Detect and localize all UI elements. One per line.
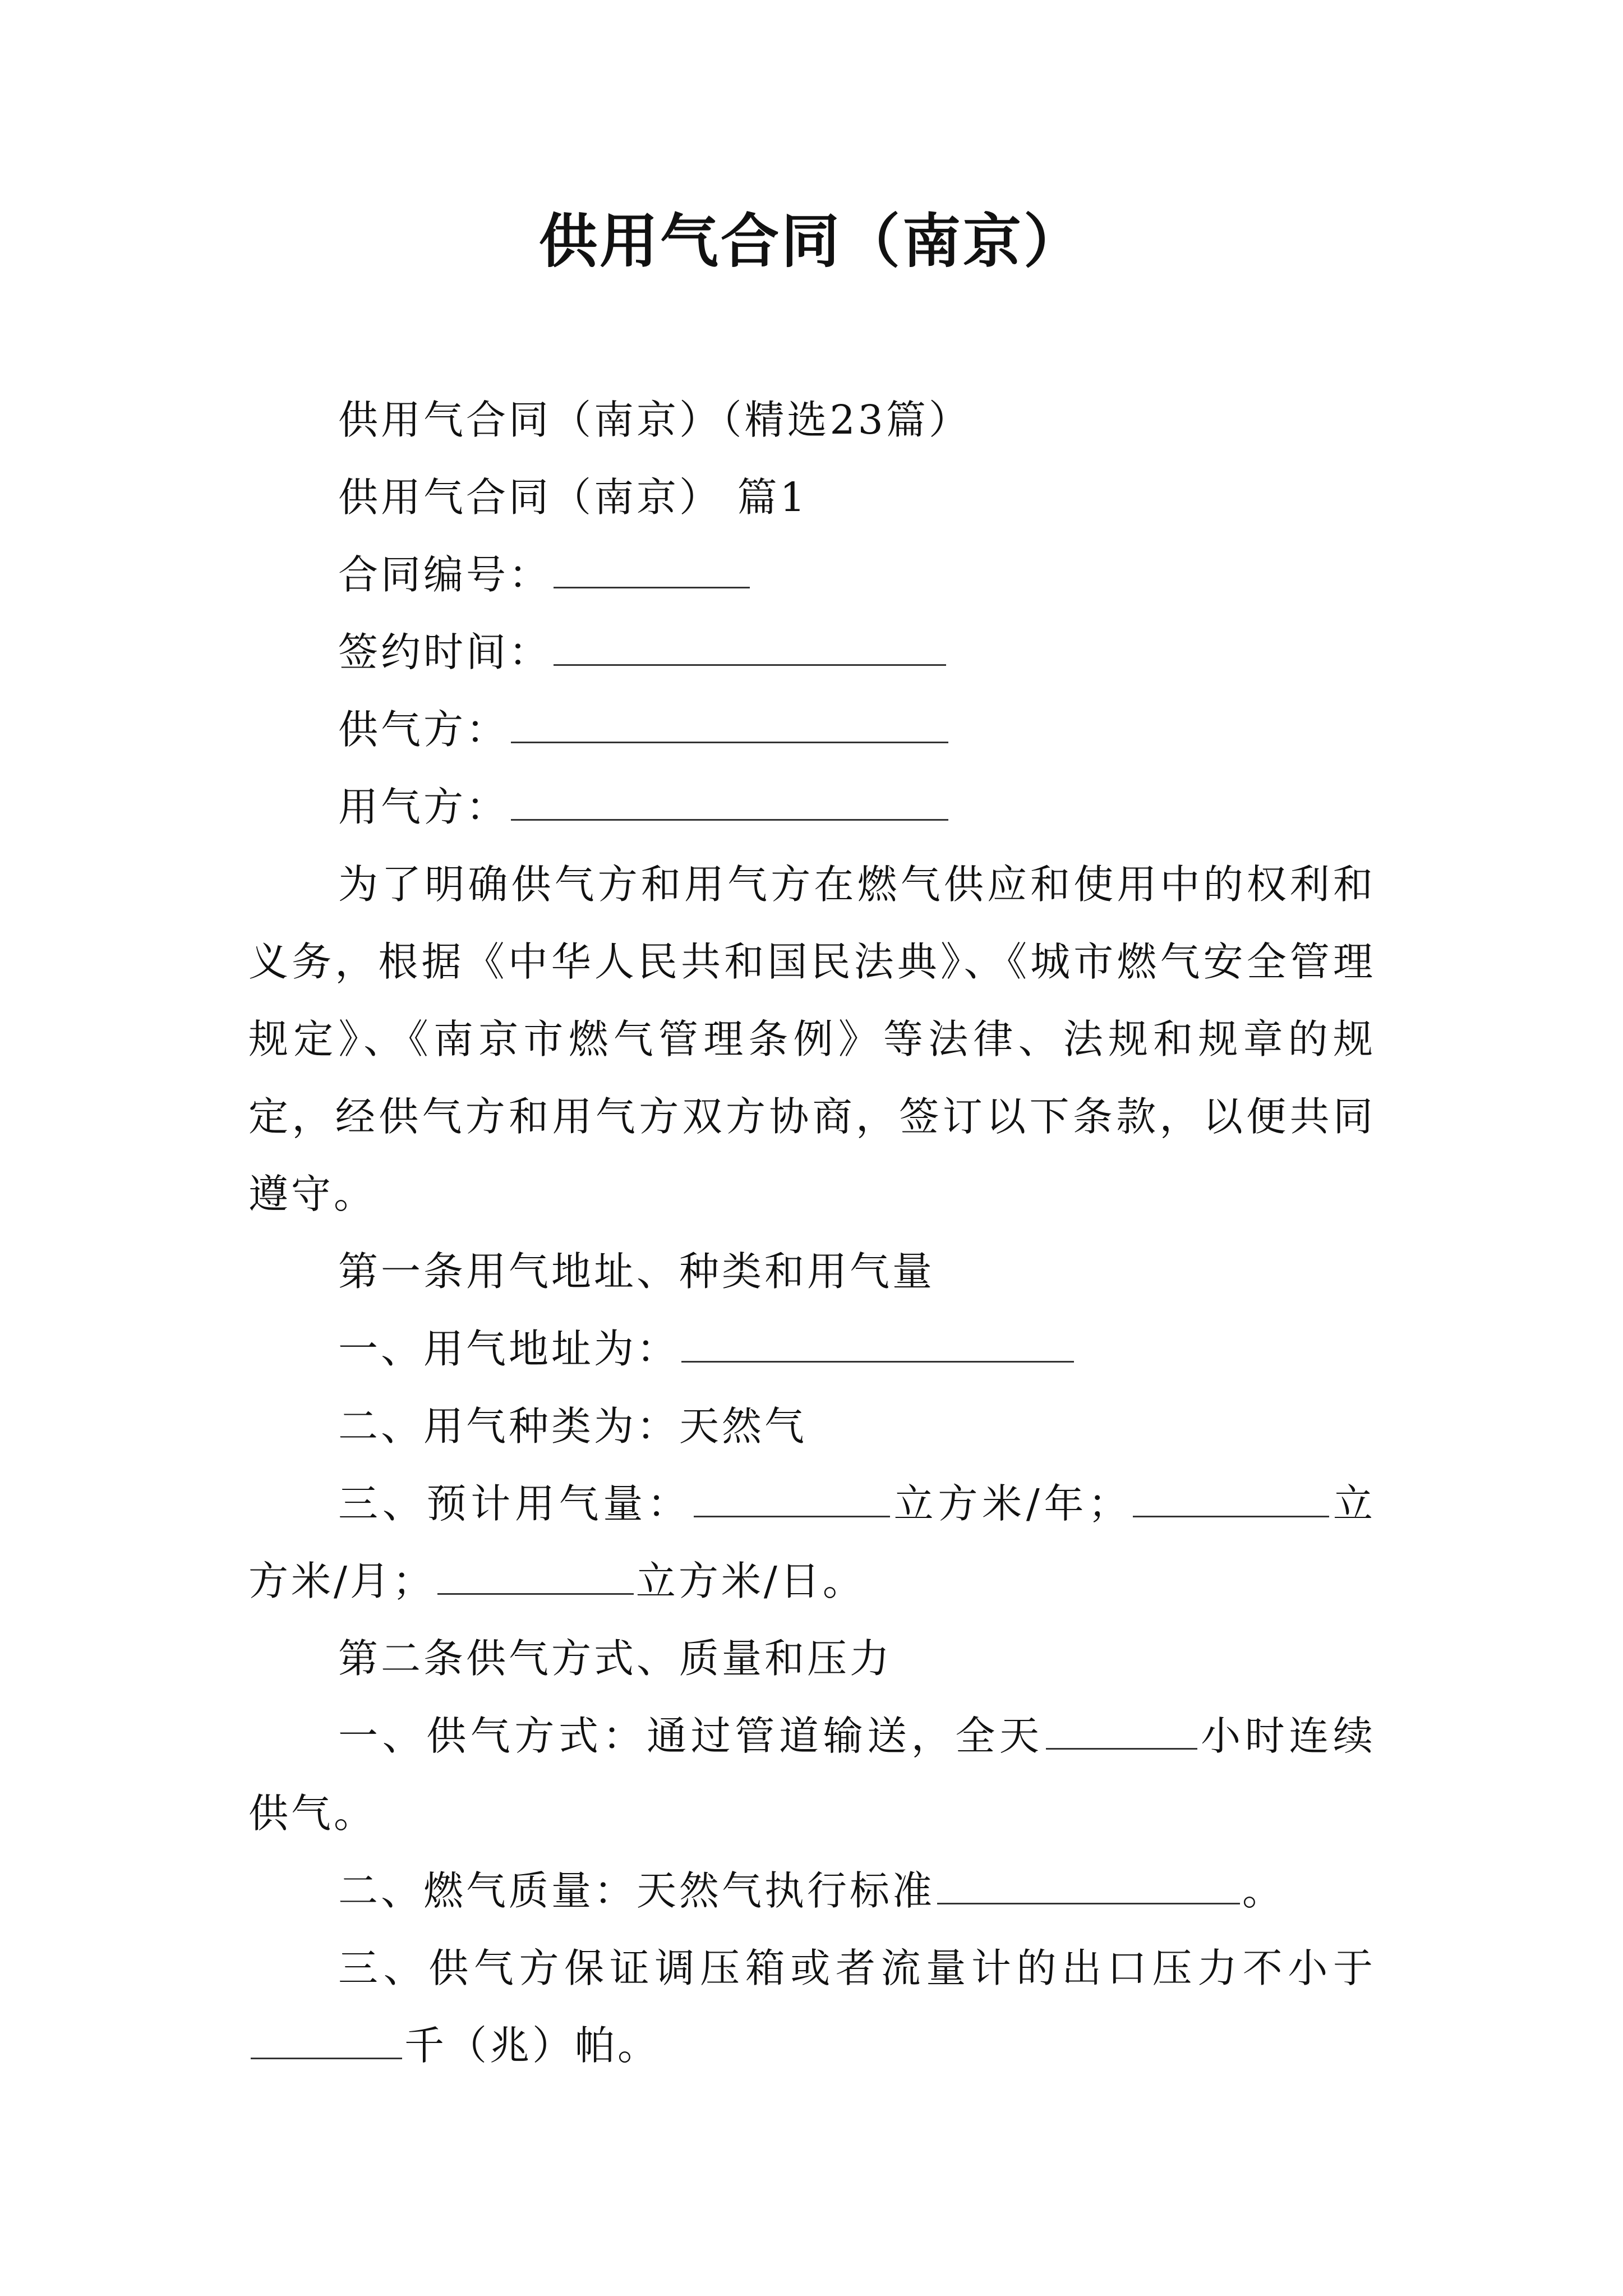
sign-date-label: 签约时间： xyxy=(338,629,552,675)
article2-item2 xyxy=(248,1852,1376,1930)
pressure-suffix: 千（兆）帕。 xyxy=(404,2022,661,2069)
address-label: 一、用气地址为： xyxy=(338,1326,680,1372)
unit-year: 立方米/年； xyxy=(892,1480,1131,1527)
supplier-blank xyxy=(511,708,948,743)
hours-blank xyxy=(1046,1714,1197,1750)
usage-year-blank xyxy=(694,1482,890,1517)
intro-paragraph: 为了明确供气方和用气方在燃气供应和使用中的权利和义务，根据《中华人民共和国民法典》、《城市燃气安全管理规定》、《南京市燃气管理条例》等法律、法规和规章的规定，经供气方和用气方双方协商，签订以下条款，以便共同遵守。 xyxy=(248,861,1376,1217)
usage-label: 三、预计用气量： xyxy=(338,1480,691,1527)
pressure-blank xyxy=(251,2024,402,2059)
supplier-label: 供气方： xyxy=(338,706,509,753)
user-blank xyxy=(511,785,948,821)
usage-month-blank xyxy=(1133,1482,1329,1517)
user-line xyxy=(248,769,1376,846)
pressure-text: 三、供气方保证调压箱或者流量计的出口压力不小于 xyxy=(338,1945,1376,1991)
document-subtitle: 供用气合同（南京）（精选23篇） xyxy=(338,397,971,443)
sign-date-line xyxy=(248,614,1376,691)
unit-month: 立方米/月； xyxy=(248,1480,1376,1604)
chapter-heading: 供用气合同（南京） 篇1 xyxy=(338,474,808,521)
article2-heading: 第二条供气方式、质量和压力 xyxy=(338,1635,893,1682)
article1-item1 xyxy=(248,1310,1376,1388)
article1-item2: 二、用气种类为：天然气 xyxy=(338,1403,808,1450)
usage-day-blank xyxy=(437,1559,634,1595)
sign-date-blank xyxy=(554,631,946,666)
supply-mode-suffix: 小时连续供气。 xyxy=(248,1713,1376,1837)
address-blank xyxy=(681,1327,1074,1363)
contract-no-blank xyxy=(554,553,750,588)
supplier-line xyxy=(248,691,1376,769)
unit-day: 立方米/日。 xyxy=(635,1558,865,1604)
contract-no-label: 合同编号： xyxy=(338,551,552,598)
user-label: 用气方： xyxy=(338,784,509,830)
article2-item1 xyxy=(248,1697,1376,1852)
supply-mode-text: 一、供气方式：通过管道输送，全天 xyxy=(338,1713,1044,1759)
gas-quality-suffix: 。 xyxy=(1242,1867,1285,1914)
document-title: 供用气合同（南京） xyxy=(538,207,1084,275)
article2-item3 xyxy=(248,1930,1376,2085)
document-body xyxy=(248,381,1376,2085)
article1-item3 xyxy=(248,1465,1376,1620)
standard-blank xyxy=(937,1869,1240,1904)
article1-heading: 第一条用气地址、种类和用气量 xyxy=(338,1248,935,1295)
contract-no-line xyxy=(248,536,1376,614)
gas-quality-text: 二、燃气质量：天然气执行标准 xyxy=(338,1867,935,1914)
